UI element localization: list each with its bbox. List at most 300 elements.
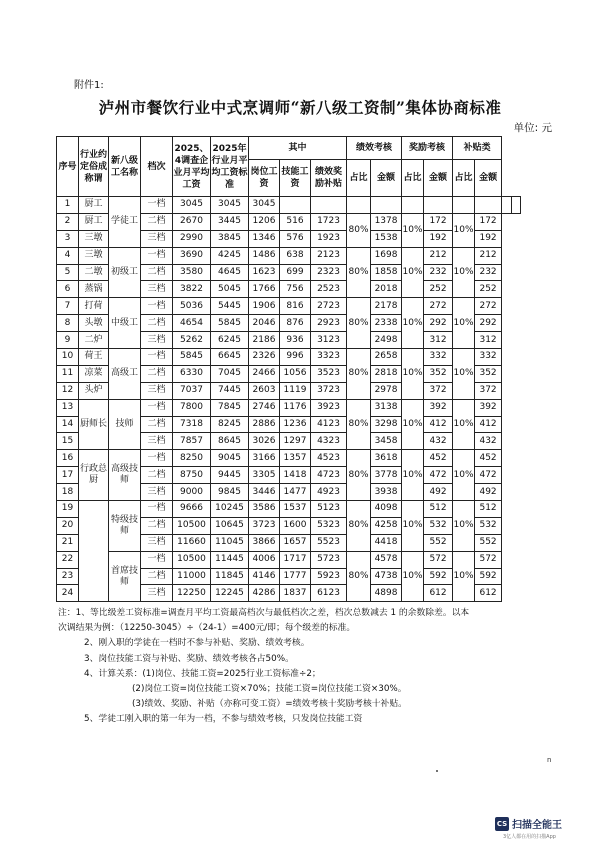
table-row (57, 197, 521, 214)
cell-perf-reward-subsidy: 2523 (311, 281, 347, 298)
cell-seq: 12 (57, 382, 79, 399)
camscanner-icon: CS (495, 817, 509, 831)
cell-std-2025: 5845 (211, 315, 249, 332)
cell-perf-ratio: 80% (347, 213, 371, 247)
cell-post-wage: 4286 (249, 585, 280, 602)
cell-survey-avg: 7318 (173, 416, 211, 433)
cell-reward-ratio: 10% (402, 551, 424, 602)
cell-std-2025: 11845 (211, 568, 249, 585)
cell-reward-amount: 332 (424, 349, 453, 366)
cell-seq: 7 (57, 298, 79, 315)
cell-seq: 14 (57, 416, 79, 433)
cell-reward-amount: 472 (424, 467, 453, 484)
notes-section (58, 606, 548, 728)
cell-grade: 一档 (141, 551, 173, 568)
cell-seq: 24 (57, 585, 79, 602)
cell-post-wage: 1486 (249, 247, 280, 264)
cell-survey-avg: 5845 (173, 349, 211, 366)
cell-subsidy-ratio: 10% (453, 349, 475, 400)
cell-std-2025: 11045 (211, 534, 249, 551)
cell-level-name: 高级工 (109, 349, 141, 400)
cell-seq: 22 (57, 551, 79, 568)
cell-post-wage: 2466 (249, 365, 280, 382)
cell-reward-ratio: 10% (402, 501, 424, 552)
note-1a: 注：1、等比级差工资标准=调查月平均工资最高档次与最低档次之差，档次总数减去 1 的余数除差。以本 (58, 608, 470, 618)
header-grade: 档次 (141, 137, 173, 197)
cell-reward-amount: 292 (424, 315, 453, 332)
cell-std-2025: 3445 (211, 213, 249, 230)
corner-mark: n (547, 756, 552, 764)
header-of-which: 其中 (249, 137, 347, 160)
cell-empty (280, 197, 311, 214)
cell-std-2025: 5445 (211, 298, 249, 315)
cell-survey-avg: 6330 (173, 365, 211, 382)
cell-post-wage: 3586 (249, 501, 280, 518)
cell-skill-wage: 1657 (280, 534, 311, 551)
note-2: 2、刚入职的学徒在一档时不参与补贴、奖励、绩效考核。 (84, 638, 310, 649)
cell-perf-amount: 1698 (371, 247, 402, 264)
cell-std-2025: 12245 (211, 585, 249, 602)
cell-subsidy-ratio: 10% (453, 450, 475, 501)
cell-reward-amount: 592 (424, 568, 453, 585)
cell-empty (453, 197, 475, 214)
table-body (57, 197, 521, 602)
cell-reward-amount: 352 (424, 365, 453, 382)
cell-perf-ratio: 80% (347, 551, 371, 602)
cell-perf-reward-subsidy: 4523 (311, 450, 347, 467)
cell-skill-wage: 996 (280, 349, 311, 366)
cell-subsidy-amount: 352 (475, 365, 502, 382)
cell-level-name: 中级工 (109, 298, 141, 349)
cell-subsidy-amount: 612 (475, 585, 502, 602)
cell-grade: 三档 (141, 281, 173, 298)
cell-post-wage: 3045 (249, 197, 280, 214)
cell-reward-amount: 572 (424, 551, 453, 568)
cell-reward-amount: 432 (424, 433, 453, 450)
cell-subsidy-amount: 512 (475, 501, 502, 518)
note-1b: 次调结果为例：（12250-3045）÷（24-1）=400元/即；每个级差的标准。 (58, 623, 356, 634)
cell-grade: 一档 (141, 399, 173, 416)
cell-skill-wage: 1297 (280, 433, 311, 450)
cell-skill-wage: 1236 (280, 416, 311, 433)
cell-post-wage: 2186 (249, 332, 280, 349)
header-subsidy-amount: 金额 (475, 160, 502, 197)
cell-survey-avg: 10500 (173, 517, 211, 534)
cell-seq: 20 (57, 517, 79, 534)
cell-grade: 一档 (141, 349, 173, 366)
cell-skill-wage: 756 (280, 281, 311, 298)
cell-empty (511, 197, 520, 214)
cell-perf-reward-subsidy: 4123 (311, 416, 347, 433)
cell-common-name: 三墩 (79, 247, 109, 264)
cell-perf-reward-subsidy: 5723 (311, 551, 347, 568)
cell-skill-wage: 876 (280, 315, 311, 332)
cell-perf-ratio: 80% (347, 349, 371, 400)
cell-std-2025: 8645 (211, 433, 249, 450)
cell-common-name: 二炉 (79, 332, 109, 349)
cell-perf-reward-subsidy: 1923 (311, 230, 347, 247)
cell-perf-amount: 3618 (371, 450, 402, 467)
cell-post-wage: 1766 (249, 281, 280, 298)
cell-std-2025: 9845 (211, 484, 249, 501)
cell-subsidy-ratio: 10% (453, 298, 475, 349)
cell-post-wage: 4006 (249, 551, 280, 568)
cell-skill-wage: 1418 (280, 467, 311, 484)
cell-survey-avg: 2670 (173, 213, 211, 230)
cell-empty (347, 197, 371, 214)
cell-std-2025: 6245 (211, 332, 249, 349)
cell-skill-wage: 936 (280, 332, 311, 349)
cell-perf-reward-subsidy: 2723 (311, 298, 347, 315)
camscanner-text: 扫描全能王 (512, 820, 562, 831)
cell-subsidy-amount: 412 (475, 416, 502, 433)
cell-perf-ratio: 80% (347, 450, 371, 501)
cell-perf-reward-subsidy: 3323 (311, 349, 347, 366)
cell-perf-amount: 3778 (371, 467, 402, 484)
cell-seq: 23 (57, 568, 79, 585)
cell-grade: 二档 (141, 416, 173, 433)
cell-common-name: 荷王 (79, 349, 109, 366)
cell-survey-avg: 3690 (173, 247, 211, 264)
cell-perf-reward-subsidy: 5523 (311, 534, 347, 551)
cell-seq: 5 (57, 264, 79, 281)
cell-subsidy-amount: 552 (475, 534, 502, 551)
cell-subsidy-amount: 372 (475, 382, 502, 399)
cell-grade: 三档 (141, 230, 173, 247)
cell-skill-wage: 816 (280, 298, 311, 315)
cell-post-wage: 1906 (249, 298, 280, 315)
header-perf-reward-subsidy: 绩效奖励补贴 (311, 160, 347, 197)
cell-post-wage: 3723 (249, 517, 280, 534)
cell-survey-avg: 5036 (173, 298, 211, 315)
cell-seq: 16 (57, 450, 79, 467)
cell-subsidy-amount: 472 (475, 467, 502, 484)
cell-perf-reward-subsidy: 2123 (311, 247, 347, 264)
cell-reward-ratio: 10% (402, 349, 424, 400)
cell-std-2025: 6645 (211, 349, 249, 366)
cell-grade: 一档 (141, 298, 173, 315)
cell-reward-amount: 172 (424, 213, 453, 230)
cell-std-2025: 4645 (211, 264, 249, 281)
cell-skill-wage: 576 (280, 230, 311, 247)
cell-grade: 三档 (141, 585, 173, 602)
cell-subsidy-ratio: 10% (453, 247, 475, 298)
cell-post-wage: 2886 (249, 416, 280, 433)
cell-level-name: 技师 (109, 399, 141, 450)
cell-survey-avg: 7857 (173, 433, 211, 450)
cell-grade: 三档 (141, 484, 173, 501)
cell-survey-avg: 8750 (173, 467, 211, 484)
cell-post-wage: 2603 (249, 382, 280, 399)
cell-survey-avg: 3822 (173, 281, 211, 298)
cell-subsidy-amount: 292 (475, 315, 502, 332)
cell-perf-amount: 2978 (371, 382, 402, 399)
unit-label: 单位: 元 (513, 122, 552, 134)
cell-grade: 三档 (141, 534, 173, 551)
cell-reward-ratio: 10% (402, 399, 424, 450)
header-seq: 序号 (57, 137, 79, 197)
cell-reward-ratio: 10% (402, 450, 424, 501)
cell-subsidy-amount: 232 (475, 264, 502, 281)
cell-reward-amount: 412 (424, 416, 453, 433)
cell-subsidy-ratio: 10% (453, 213, 475, 247)
cell-reward-amount: 372 (424, 382, 453, 399)
note-5: 5、学徒工刚入职的第一年为一档，不参与绩效考核，只发岗位技能工资 (84, 714, 363, 725)
cell-skill-wage: 1357 (280, 450, 311, 467)
cell-survey-avg: 7800 (173, 399, 211, 416)
cell-reward-ratio: 10% (402, 247, 424, 298)
cell-common-name: 厨师长 (79, 399, 109, 450)
cell-subsidy-amount: 572 (475, 551, 502, 568)
cell-subsidy-amount: 272 (475, 298, 502, 315)
cell-subsidy-amount: 592 (475, 568, 502, 585)
cell-seq: 8 (57, 315, 79, 332)
document-title: 泸州市餐饮行业中式烹调师“新八级工资制”集体协商标准 (98, 98, 502, 117)
cell-reward-amount: 192 (424, 230, 453, 247)
cell-seq: 19 (57, 501, 79, 518)
cell-perf-amount: 2018 (371, 281, 402, 298)
cell-common-name: 凉菜 (79, 365, 109, 382)
cell-perf-amount: 2658 (371, 349, 402, 366)
cell-skill-wage: 1717 (280, 551, 311, 568)
cell-grade: 二档 (141, 315, 173, 332)
cell-seq: 2 (57, 213, 79, 230)
cell-skill-wage: 1600 (280, 517, 311, 534)
cell-survey-avg: 5262 (173, 332, 211, 349)
cell-post-wage: 2046 (249, 315, 280, 332)
cell-survey-avg: 12250 (173, 585, 211, 602)
cell-survey-avg: 9666 (173, 501, 211, 518)
wage-standard-table (56, 136, 521, 602)
cell-level-name: 初级工 (109, 247, 141, 298)
cell-common-name: 三墩 (79, 230, 109, 247)
cell-reward-ratio: 10% (402, 298, 424, 349)
cell-std-2025: 10245 (211, 501, 249, 518)
cell-skill-wage: 1119 (280, 382, 311, 399)
cell-reward-amount: 452 (424, 450, 453, 467)
header-subsidy-ratio: 占比 (453, 160, 475, 197)
cell-grade: 三档 (141, 382, 173, 399)
cell-post-wage: 1206 (249, 213, 280, 230)
cell-seq: 4 (57, 247, 79, 264)
cell-perf-amount: 2178 (371, 298, 402, 315)
cell-common-name: 厨工 (79, 197, 109, 214)
cell-std-2025: 5045 (211, 281, 249, 298)
cell-perf-ratio: 80% (347, 399, 371, 450)
cell-common-name: 厨工 (79, 213, 109, 230)
table-row (57, 349, 521, 366)
cell-post-wage: 1623 (249, 264, 280, 281)
cell-level-name: 学徒工 (109, 197, 141, 248)
cell-perf-amount: 2818 (371, 365, 402, 382)
cell-seq: 21 (57, 534, 79, 551)
cell-std-2025: 3845 (211, 230, 249, 247)
cell-std-2025: 9045 (211, 450, 249, 467)
cell-seq: 18 (57, 484, 79, 501)
cell-perf-amount: 2498 (371, 332, 402, 349)
header-reward-ratio: 占比 (402, 160, 424, 197)
cell-subsidy-amount: 452 (475, 450, 502, 467)
header-common-name: 行业约定俗成称谓 (79, 137, 109, 197)
table-row (57, 399, 521, 416)
cell-seq: 1 (57, 197, 79, 214)
note-4: 4、计算关系：(1)岗位、技能工资=2025行业工资标准÷2； (84, 668, 321, 679)
cell-level-name: 高级技师 (109, 450, 141, 501)
cell-reward-amount: 272 (424, 298, 453, 315)
note-3: 3、岗位技能工资与补贴、奖励、绩效考核各占50%。 (84, 653, 294, 664)
cell-common-name: 头炉 (79, 382, 109, 399)
cell-perf-amount: 4898 (371, 585, 402, 602)
cell-perf-amount: 1858 (371, 264, 402, 281)
cell-subsidy-ratio: 10% (453, 399, 475, 450)
cell-reward-amount: 492 (424, 484, 453, 501)
cell-post-wage: 3446 (249, 484, 280, 501)
cell-post-wage: 2326 (249, 349, 280, 366)
cell-perf-reward-subsidy: 6123 (311, 585, 347, 602)
cell-survey-avg: 3045 (173, 197, 211, 214)
header-std-2025: 2025年行业月平均工资标准 (211, 137, 249, 197)
header-skill-wage: 技能工资 (280, 160, 311, 197)
cell-subsidy-amount: 532 (475, 517, 502, 534)
cell-empty (424, 197, 453, 214)
cell-subsidy-amount: 252 (475, 281, 502, 298)
cell-survey-avg: 2990 (173, 230, 211, 247)
cell-seq: 15 (57, 433, 79, 450)
cell-std-2025: 11445 (211, 551, 249, 568)
cell-perf-ratio: 80% (347, 298, 371, 349)
header-perf-amount: 金额 (371, 160, 402, 197)
cell-perf-amount: 3458 (371, 433, 402, 450)
cell-seq: 3 (57, 230, 79, 247)
cell-skill-wage: 699 (280, 264, 311, 281)
cell-perf-reward-subsidy: 3523 (311, 365, 347, 382)
cell-subsidy-ratio: 10% (453, 501, 475, 552)
cell-skill-wage: 1777 (280, 568, 311, 585)
cell-grade: 一档 (141, 247, 173, 264)
cell-perf-amount: 4258 (371, 517, 402, 534)
cell-skill-wage: 1477 (280, 484, 311, 501)
cell-skill-wage: 1537 (280, 501, 311, 518)
header-post-wage: 岗位工资 (249, 160, 280, 197)
cell-subsidy-amount: 172 (475, 213, 502, 230)
cell-post-wage: 3866 (249, 534, 280, 551)
cell-reward-amount: 512 (424, 501, 453, 518)
cell-std-2025: 7045 (211, 365, 249, 382)
cell-post-wage: 2746 (249, 399, 280, 416)
cell-std-2025: 4245 (211, 247, 249, 264)
table-row (57, 247, 521, 264)
cell-empty (371, 197, 402, 214)
cell-subsidy-amount: 432 (475, 433, 502, 450)
cell-std-2025: 10645 (211, 517, 249, 534)
cell-perf-reward-subsidy: 4923 (311, 484, 347, 501)
note-4b: (2)岗位工资=岗位技能工资×70%；技能工资=岗位技能工资×30%。 (132, 684, 407, 695)
cell-survey-avg: 11000 (173, 568, 211, 585)
header-level-name: 新八级工名称 (109, 137, 141, 197)
cell-post-wage: 3166 (249, 450, 280, 467)
cell-perf-reward-subsidy: 3123 (311, 332, 347, 349)
cell-survey-avg: 4654 (173, 315, 211, 332)
note-4c: (3)绩效、奖励、补贴（亦称可变工资）=绩效考核十奖励考核十补贴。 (132, 699, 407, 710)
cell-skill-wage: 1837 (280, 585, 311, 602)
cell-common-name: 头墩 (79, 315, 109, 332)
cell-reward-ratio: 10% (402, 213, 424, 247)
cell-post-wage: 1346 (249, 230, 280, 247)
cell-common-name: 打荷 (79, 298, 109, 315)
cell-grade: 三档 (141, 332, 173, 349)
cell-grade: 一档 (141, 450, 173, 467)
cell-subsidy-amount: 312 (475, 332, 502, 349)
table-row (57, 551, 521, 568)
cell-perf-amount: 3138 (371, 399, 402, 416)
cell-reward-amount: 532 (424, 517, 453, 534)
cell-perf-reward-subsidy: 1723 (311, 213, 347, 230)
cell-survey-avg: 9000 (173, 484, 211, 501)
cell-grade: 二档 (141, 213, 173, 230)
cell-subsidy-amount: 192 (475, 230, 502, 247)
cell-level-name: 特级技师 (109, 501, 141, 552)
cell-post-wage: 4146 (249, 568, 280, 585)
cell-subsidy-ratio: 10% (453, 551, 475, 602)
cell-perf-amount: 4738 (371, 568, 402, 585)
cell-empty (311, 197, 347, 214)
cell-seq: 10 (57, 349, 79, 366)
cell-subsidy-amount: 332 (475, 349, 502, 366)
header-perf-ratio: 占比 (347, 160, 371, 197)
cell-skill-wage: 638 (280, 247, 311, 264)
cell-grade: 二档 (141, 467, 173, 484)
header-perf-eval: 绩效考核 (347, 137, 402, 160)
cell-grade: 二档 (141, 517, 173, 534)
header-reward-amount: 金额 (424, 160, 453, 197)
cell-empty (402, 197, 424, 214)
cell-reward-amount: 312 (424, 332, 453, 349)
cell-reward-amount: 612 (424, 585, 453, 602)
cell-perf-reward-subsidy: 4723 (311, 467, 347, 484)
cell-perf-amount: 4098 (371, 501, 402, 518)
cell-perf-amount: 4578 (371, 551, 402, 568)
cell-seq: 6 (57, 281, 79, 298)
header-survey-avg: 2025、4调查企业月平均工资 (173, 137, 211, 197)
cell-std-2025: 9445 (211, 467, 249, 484)
cell-perf-amount: 1538 (371, 230, 402, 247)
cell-empty (502, 197, 511, 214)
cell-perf-reward-subsidy: 3923 (311, 399, 347, 416)
cell-survey-avg: 7037 (173, 382, 211, 399)
cell-survey-avg: 8250 (173, 450, 211, 467)
cell-seq: 17 (57, 467, 79, 484)
cell-perf-reward-subsidy: 5923 (311, 568, 347, 585)
cell-perf-ratio: 80% (347, 247, 371, 298)
cell-perf-amount: 2338 (371, 315, 402, 332)
cell-perf-reward-subsidy: 2923 (311, 315, 347, 332)
camscanner-logo (495, 816, 562, 831)
cell-std-2025: 7845 (211, 399, 249, 416)
cell-subsidy-amount: 212 (475, 247, 502, 264)
cell-survey-avg: 10500 (173, 551, 211, 568)
cell-perf-reward-subsidy: 5123 (311, 501, 347, 518)
cell-std-2025: 7445 (211, 382, 249, 399)
cell-survey-avg: 3580 (173, 264, 211, 281)
cell-seq: 13 (57, 399, 79, 416)
cell-reward-amount: 552 (424, 534, 453, 551)
cell-subsidy-amount: 392 (475, 399, 502, 416)
cell-grade: 三档 (141, 433, 173, 450)
header-reward-eval: 奖励考核 (402, 137, 453, 160)
attachment-label: 附件1: (74, 80, 104, 91)
cell-reward-amount: 392 (424, 399, 453, 416)
cell-perf-amount: 3298 (371, 416, 402, 433)
